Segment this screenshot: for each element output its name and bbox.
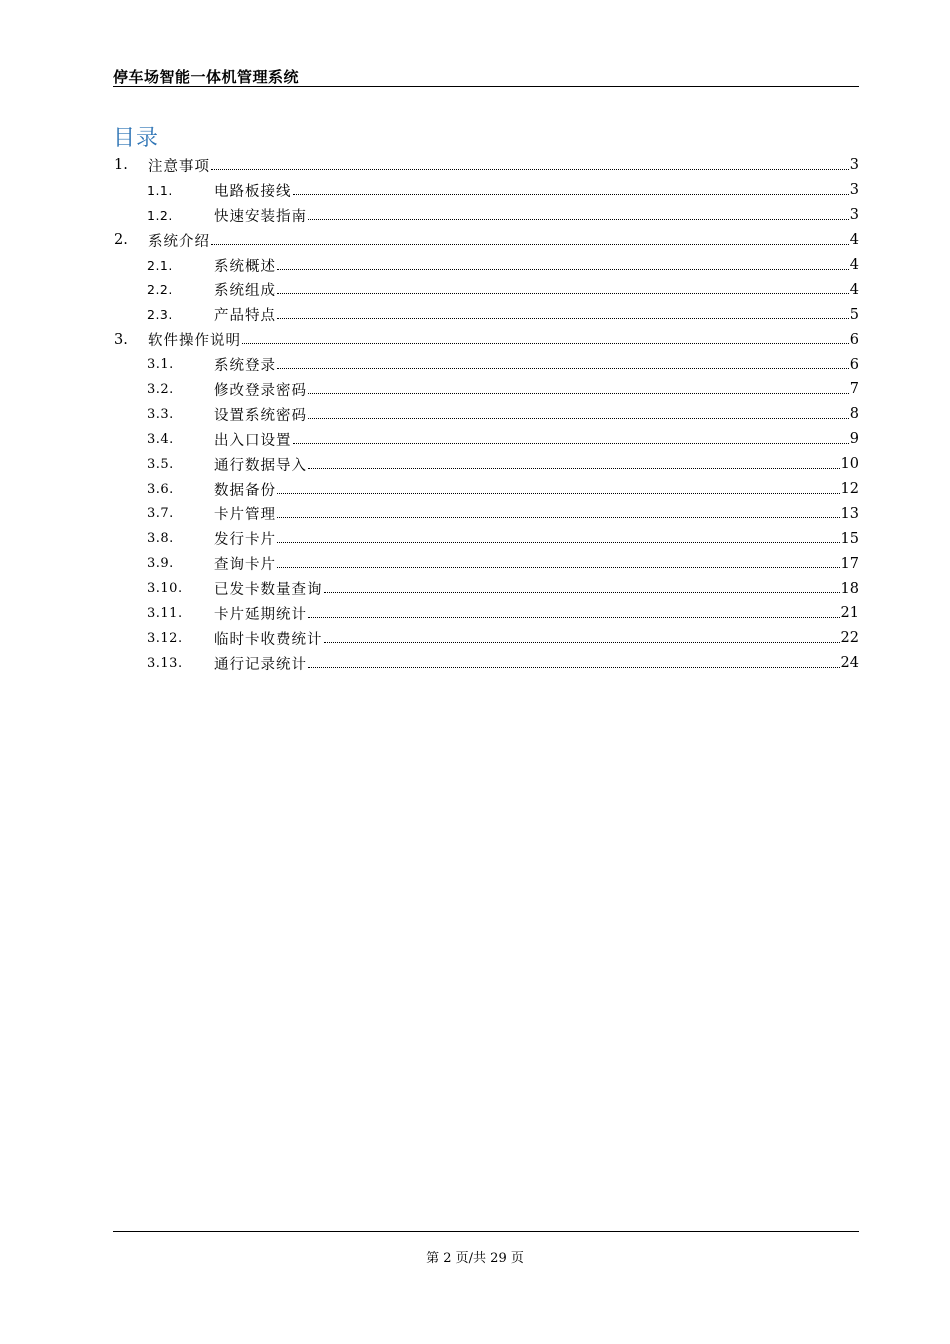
toc-entry-number: 2.2. <box>147 282 173 298</box>
toc-entry[interactable] <box>113 228 859 253</box>
toc-dot-leader <box>211 169 849 170</box>
toc-entry[interactable] <box>113 277 859 302</box>
toc-entry-page: 12 <box>840 481 859 498</box>
toc-entry-label: 系统概述 <box>214 258 276 275</box>
toc-entry[interactable] <box>113 576 859 601</box>
table-of-contents <box>113 153 859 676</box>
toc-entry[interactable] <box>113 452 859 477</box>
toc-dot-leader <box>308 393 849 394</box>
toc-entry-page: 17 <box>840 555 859 572</box>
toc-entry[interactable] <box>113 626 859 651</box>
footer-divider <box>113 1231 859 1232</box>
toc-entry-number: 3.7. <box>147 506 174 522</box>
toc-dot-leader <box>324 642 840 643</box>
toc-entry[interactable] <box>113 377 859 402</box>
toc-dot-leader <box>211 244 849 245</box>
toc-dot-leader <box>277 567 840 568</box>
toc-entry-number: 3.5. <box>147 456 174 472</box>
toc-entry-number: 3.10. <box>147 581 183 597</box>
toc-dot-leader <box>308 667 840 668</box>
toc-entry-number: 3.8. <box>147 531 174 547</box>
toc-entry-number: 3.13. <box>147 655 183 671</box>
toc-heading: 目录 <box>113 126 160 151</box>
toc-entry-page: 18 <box>840 580 859 597</box>
toc-entry-label: 修改登录密码 <box>214 382 307 399</box>
toc-entry-page: 3 <box>849 157 859 174</box>
toc-entry-number: 3.12. <box>147 630 183 646</box>
toc-dot-leader <box>293 194 849 195</box>
toc-entry-label: 快速安装指南 <box>214 208 307 225</box>
toc-entry[interactable] <box>113 178 859 203</box>
toc-entry-number: 1.2. <box>147 207 173 223</box>
toc-entry-label: 注意事项 <box>148 158 210 175</box>
toc-entry-number: 1.1. <box>147 182 173 198</box>
toc-dot-leader <box>277 542 840 543</box>
toc-dot-leader <box>277 293 849 294</box>
toc-dot-leader <box>308 617 840 618</box>
toc-entry[interactable] <box>113 352 859 377</box>
toc-entry[interactable] <box>113 601 859 626</box>
toc-dot-leader <box>242 343 849 344</box>
toc-entry-page: 6 <box>849 356 859 373</box>
toc-entry[interactable] <box>113 327 859 352</box>
toc-entry-page: 21 <box>840 605 859 622</box>
header-divider <box>113 86 859 87</box>
toc-entry-page: 9 <box>849 431 859 448</box>
toc-dot-leader <box>308 468 840 469</box>
toc-entry-number: 3.6. <box>147 481 174 497</box>
toc-entry-number: 3.2. <box>147 381 174 397</box>
toc-entry-label: 系统组成 <box>214 283 276 300</box>
toc-entry-label: 出入口设置 <box>214 432 292 449</box>
toc-entry-page: 3 <box>849 182 859 199</box>
toc-dot-leader <box>308 418 849 419</box>
toc-entry-page: 8 <box>849 406 859 423</box>
toc-entry-label: 设置系统密码 <box>214 407 307 424</box>
toc-entry[interactable] <box>113 203 859 228</box>
toc-entry-number: 1. <box>114 157 128 174</box>
toc-entry-label: 软件操作说明 <box>148 333 241 350</box>
toc-entry-page: 15 <box>840 530 859 547</box>
toc-entry-page: 24 <box>840 655 859 672</box>
toc-entry-number: 2. <box>114 232 128 249</box>
toc-entry[interactable] <box>113 153 859 178</box>
toc-entry-page: 6 <box>849 331 859 348</box>
toc-entry-page: 4 <box>849 232 859 249</box>
toc-dot-leader <box>277 517 840 518</box>
toc-entry-label: 卡片管理 <box>214 507 276 524</box>
toc-entry[interactable] <box>113 402 859 427</box>
toc-entry-number: 3.4. <box>147 431 174 447</box>
toc-entry-label: 临时卡收费统计 <box>214 631 323 648</box>
toc-entry-label: 数据备份 <box>214 482 276 499</box>
toc-entry-label: 系统登录 <box>214 358 276 375</box>
toc-entry-label: 查询卡片 <box>214 557 276 574</box>
toc-dot-leader <box>324 592 840 593</box>
toc-entry-number: 3.9. <box>147 556 174 572</box>
toc-entry-label: 系统介绍 <box>148 233 210 250</box>
toc-entry[interactable] <box>113 526 859 551</box>
toc-entry-number: 3.3. <box>147 406 174 422</box>
toc-dot-leader <box>277 368 849 369</box>
toc-entry[interactable] <box>113 651 859 676</box>
toc-entry-label: 发行卡片 <box>214 532 276 549</box>
toc-entry-page: 7 <box>849 381 859 398</box>
toc-entry[interactable] <box>113 551 859 576</box>
toc-entry-page: 3 <box>849 207 859 224</box>
toc-entry-page: 4 <box>849 281 859 298</box>
footer-page-info: 第 2 页/共 29 页 <box>426 1251 524 1266</box>
toc-entry-label: 产品特点 <box>214 308 276 325</box>
toc-entry[interactable] <box>113 477 859 502</box>
toc-entry[interactable] <box>113 253 859 278</box>
toc-entry-number: 2.1. <box>147 257 173 273</box>
toc-entry-label: 已发卡数量查询 <box>214 582 323 599</box>
toc-entry[interactable] <box>113 501 859 526</box>
toc-entry-label: 电路板接线 <box>214 183 292 200</box>
toc-entry-number: 2.3. <box>147 307 173 323</box>
toc-dot-leader <box>277 269 849 270</box>
toc-dot-leader <box>293 443 849 444</box>
toc-entry-page: 4 <box>849 257 859 273</box>
toc-entry-page: 5 <box>849 306 859 323</box>
toc-entry-number: 3.1. <box>147 357 174 373</box>
toc-entry-page: 13 <box>840 505 859 522</box>
running-header-title: 停车场智能一体机管理系统 <box>113 68 300 86</box>
toc-entry-number: 3.11. <box>147 605 183 621</box>
toc-dot-leader <box>277 318 849 319</box>
toc-dot-leader <box>277 493 840 494</box>
toc-entry-label: 通行记录统计 <box>214 656 307 673</box>
toc-entry-number: 3. <box>114 331 128 348</box>
toc-entry-label: 卡片延期统计 <box>214 606 307 623</box>
toc-entry[interactable] <box>113 302 859 327</box>
toc-dot-leader <box>308 219 849 220</box>
toc-entry-label: 通行数据导入 <box>214 457 307 474</box>
toc-entry[interactable] <box>113 427 859 452</box>
toc-entry-page: 10 <box>840 456 859 473</box>
toc-entry-page: 22 <box>840 630 859 647</box>
